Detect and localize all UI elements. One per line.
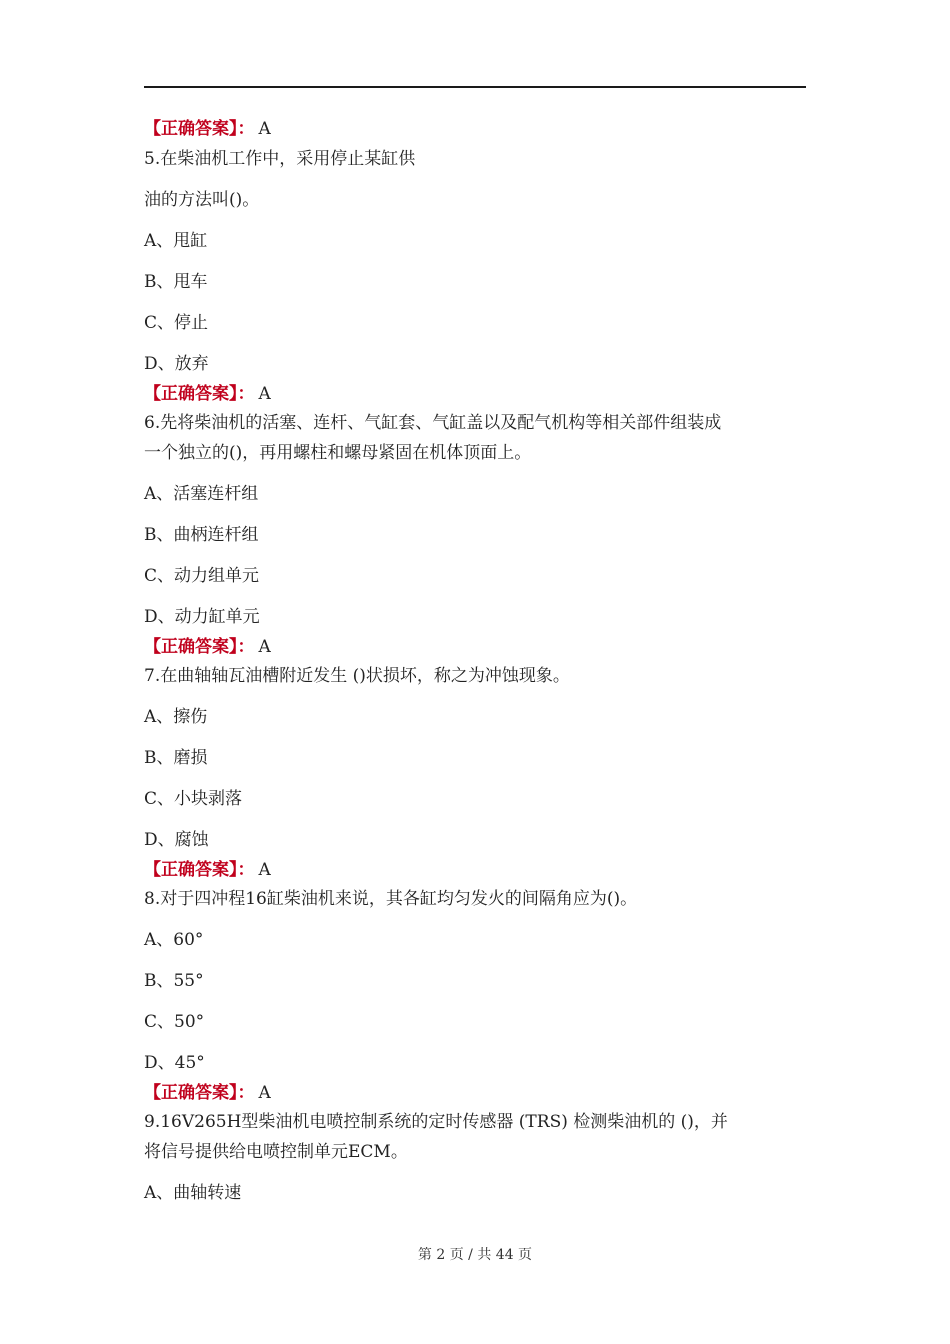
answer-label: 【正确答案】： bbox=[144, 119, 255, 139]
q6-option-c: C、动力组单元 bbox=[144, 566, 260, 586]
q8-option-c: C、50° bbox=[144, 1012, 205, 1032]
q6-answer bbox=[144, 636, 271, 658]
q8-option-a: A、60° bbox=[144, 930, 204, 950]
q7-option-b: B、磨损 bbox=[144, 748, 208, 768]
answer-label: 【正确答案】： bbox=[144, 1083, 255, 1103]
q8-question-line1: 8.对于四冲程16缸柴油机来说，其各缸均匀发火的间隔角应为()。 bbox=[144, 889, 638, 909]
answer-value: A bbox=[258, 637, 271, 657]
q6-question-line1: 6.先将柴油机的活塞、连杆、气缸套、气缸盖以及配气机构等相关部件组装成 bbox=[144, 413, 722, 433]
q7-option-a: A、擦伤 bbox=[144, 707, 208, 727]
q5-question-line2: 油的方法叫()。 bbox=[144, 190, 260, 210]
answer-value: A bbox=[258, 860, 271, 880]
answer-value: A bbox=[258, 1083, 271, 1103]
page-footer: 第 2 页 / 共 44 页 bbox=[417, 1247, 533, 1263]
answer-label: 【正确答案】： bbox=[144, 637, 255, 657]
q7-question-line1: 7.在曲轴轴瓦油槽附近发生 ()状损坏，称之为冲蚀现象。 bbox=[144, 666, 570, 686]
q6-option-d: D、动力缸单元 bbox=[144, 607, 260, 627]
q7-option-d: D、腐蚀 bbox=[144, 830, 209, 850]
q9-question-line2: 将信号提供给电喷控制单元ECM。 bbox=[144, 1142, 408, 1162]
q5-option-b: B、甩车 bbox=[144, 272, 208, 292]
q5-question-line1: 5.在柴油机工作中，采用停止某缸供 bbox=[144, 149, 416, 169]
q5-option-c: C、停止 bbox=[144, 313, 209, 333]
answer-label: 【正确答案】： bbox=[144, 860, 255, 880]
q8-answer bbox=[144, 1082, 271, 1104]
q5-option-d: D、放弃 bbox=[144, 354, 209, 374]
q9-question-line1: 9.16V265H型柴油机电喷控制系统的定时传感器 (TRS) 检测柴油机的 ()，并 bbox=[144, 1112, 728, 1132]
q7-answer bbox=[144, 859, 271, 881]
q6-question-line2: 一个独立的()，再用螺柱和螺母紧固在机体顶面上。 bbox=[144, 443, 532, 463]
q5-answer bbox=[144, 383, 271, 405]
q8-option-b: B、55° bbox=[144, 971, 204, 991]
q6-option-b: B、曲柄连杆组 bbox=[144, 525, 259, 545]
q7-option-c: C、小块剥落 bbox=[144, 789, 243, 809]
answer-value: A bbox=[258, 384, 271, 404]
answer-value: A bbox=[258, 119, 271, 139]
header-rule bbox=[144, 86, 806, 88]
answer-label: 【正确答案】： bbox=[144, 384, 255, 404]
q8-option-d: D、45° bbox=[144, 1053, 205, 1073]
q6-option-a: A、活塞连杆组 bbox=[144, 484, 259, 504]
q4-answer bbox=[144, 118, 271, 140]
q5-option-a: A、甩缸 bbox=[144, 231, 208, 251]
q9-option-a: A、曲轴转速 bbox=[144, 1183, 242, 1203]
